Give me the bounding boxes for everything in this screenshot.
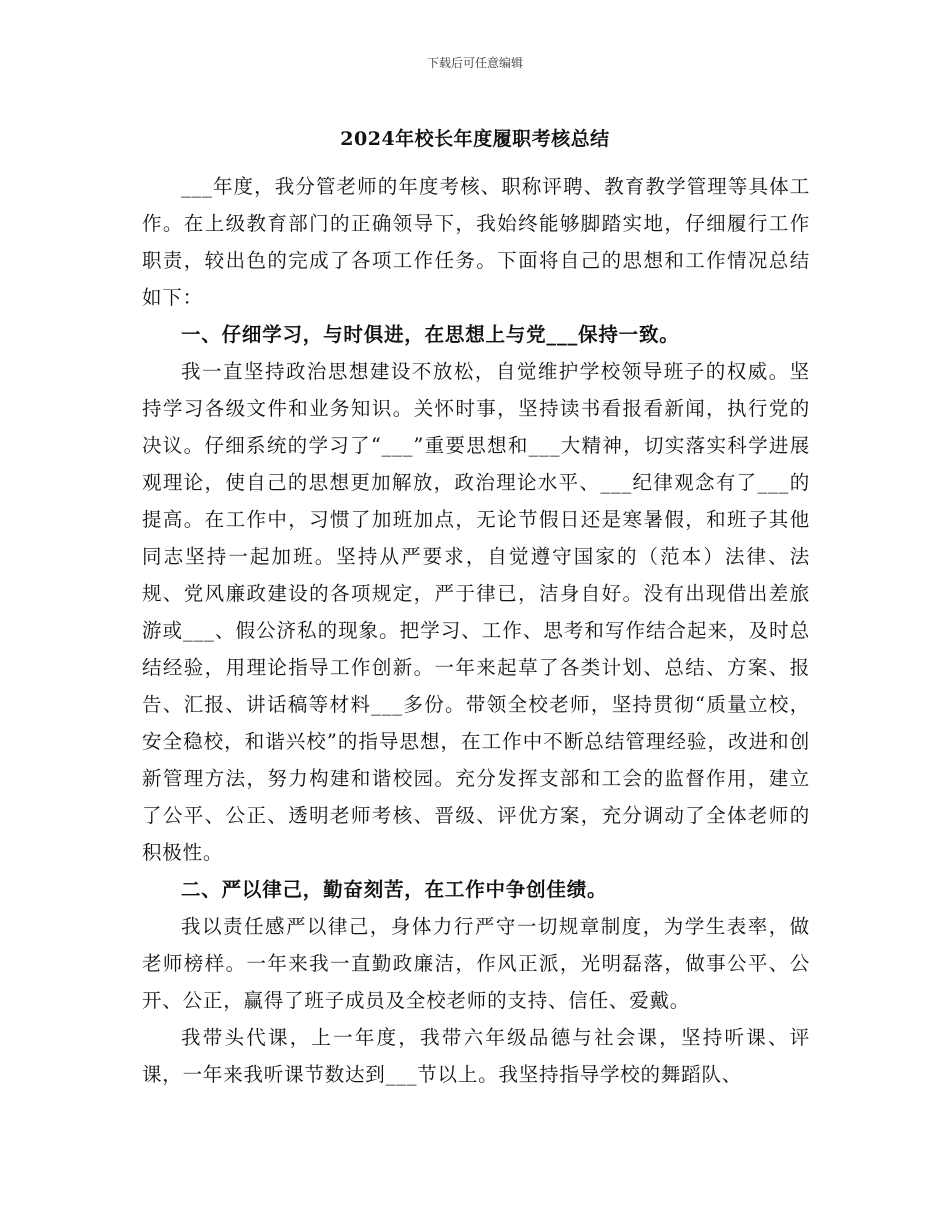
document-body: [142, 168, 810, 1093]
section-1-paragraph: 我一直坚持政治思想建设不放松，自觉维护学校领导班子的权威。坚持学习各级文件和业务知识。关怀时事，坚持读书看报看新闻，执行党的决议。仔细系统的学习了“___”重要思想和___大精神，切实落实科学进展观理论，使自己的思想更加解放，政治理论水平、___纪律观念有了___的提高。在工作中，习惯了加班加点，无论节假日还是寒暑假，和班子其他同志坚持一起加班。坚持从严要求，自觉遵守国家的（范本）法律、法规、党风廉政建设的各项规定，严于律已，洁身自好。没有出现借出差旅游或___、假公济私的现象。把学习、工作、思考和写作结合起来，及时总结经验，用理论指导工作创新。一年来起草了各类计划、总结、方案、报告、汇报、讲话稿等材料___多份。带领全校老师，坚持贯彻“质量立校，安全稳校，和谐兴校”的指导思想，在工作中不断总结管理经验，改进和创新管理方法，努力构建和谐校园。充分发挥支部和工会的监督作用，建立了公平、公正、透明老师考核、晋级、评优方案，充分调动了全体老师的积极性。: [142, 360, 810, 864]
section-heading-2: 二、严以律己，勤奋刻苦，在工作中争创佳绩。: [181, 878, 608, 901]
section-2-paragraph-2: 我带头代课，上一年度，我带六年级品德与社会课，坚持听课、评课，一年来我听课节数达到___节以上。我坚持指导学校的舞蹈队、: [142, 1026, 810, 1086]
document-title: 2024年校长年度履职考核总结: [340, 128, 610, 150]
intro-paragraph: ___年度，我分管老师的年度考核、职称评聘、教育教学管理等具体工作。在上级教育部门的正确领导下，我始终能够脚踏实地，仔细履行工作职责，较出色的完成了各项工作任务。下面将自己的思想和工作情况总结如下：: [142, 175, 810, 309]
header-note: 下载后可任意编辑: [426, 56, 523, 70]
section-heading-1: 一、仔细学习，与时俱进，在思想上与党___保持一致。: [181, 323, 680, 346]
section-2-paragraph-1: 我以责任感严以律己，身体力行严守一切规章制度，为学生表率，做老师榜样。一年来我一直勤政廉洁，作风正派，光明磊落，做事公平、公开、公正，赢得了班子成员及全校老师的支持、信任、爱戴。: [142, 915, 810, 1012]
